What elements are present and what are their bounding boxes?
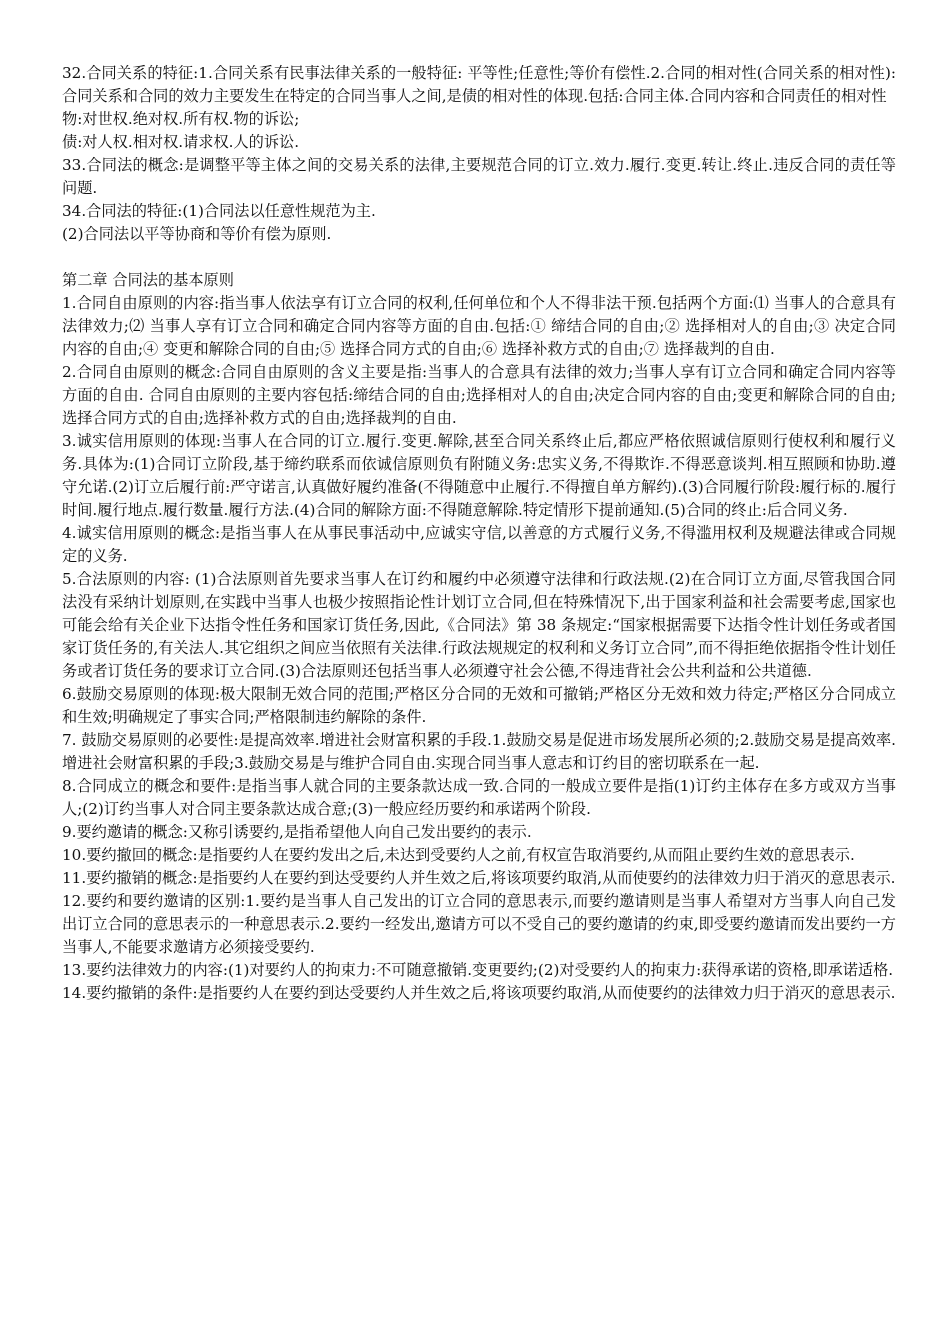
paragraph-12: 12.要约和要约邀请的区别:1.要约是当事人自己发出的订立合同的意思表示,而要约邀请则是当事人希望对方当事人向自己发出订立合同的意思表示的一种意思表示.2.要约一经发出,邀请方可以不受自己的要约邀请的约束,即受要约邀请而发出要约一方当事人,不能要求邀请方必须接受要约.: [62, 892, 896, 956]
paragraph-34-2: (2)合同法以平等协商和等价有偿为原则.: [62, 225, 332, 243]
paragraph-9: 9.要约邀请的概念:又称引诱要约,是指希望他人向自己发出要约的表示.: [62, 823, 532, 841]
paragraph-1: 1.合同自由原则的内容:指当事人依法享有订立合同的权利,任何单位和个人不得非法干预.包括两个方面:⑴ 当事人的合意具有法律效力;⑵ 当事人享有订立合同和确定合同内容等方面的自由.包括:① 缔结合同的自由;② 选择相对人的自由;③ 决定合同内容的自由;④ 变更和解除合同的自由;⑤ 选择合同方式的自由;⑥ 选择补救方式的自由;⑦ 选择裁判的自由.: [62, 294, 896, 358]
paragraph-obligation-rights: 债:对人权.相对权.请求权.人的诉讼.: [62, 133, 300, 151]
paragraph-14: 14.要约撤销的条件:是指要约人在要约到达受要约人并生效之后,将该项要约取消,从而使要约的法律效力归于消灭的意思表示.: [62, 984, 896, 1002]
paragraph-6: 6.鼓励交易原则的体现:极大限制无效合同的范围;严格区分合同的无效和可撤销;严格区分无效和效力待定;严格区分合同成立和生效;明确规定了事实合同;严格限制违约解除的条件.: [62, 685, 896, 726]
paragraph-7: 7. 鼓励交易原则的必要性:是提高效率.增进社会财富积累的手段.1.鼓励交易是促进市场发展所必须的;2.鼓励交易是提高效率.增进社会财富积累的手段;3.鼓励交易是与维护合同自由.实现合同当事人意志和订约目的密切联系在一起.: [62, 731, 896, 772]
paragraph-10: 10.要约撤回的概念:是指要约人在要约发出之后,未达到受要约人之前,有权宣告取消要约,从而阻止要约生效的意思表示.: [62, 846, 855, 864]
paragraph-8: 8.合同成立的概念和要件:是指当事人就合同的主要条款达成一致.合同的一般成立要件是指(1)订约主体存在多方或双方当事人;(2)订约当事人对合同主要条款达成合意;(3)一般应经历要约和承诺两个阶段.: [62, 777, 896, 818]
paragraph-13: 13.要约法律效力的内容:(1)对要约人的拘束力:不可随意撤销.变更要约;(2)对受要约人的拘束力:获得承诺的资格,即承诺适格.: [62, 961, 894, 979]
paragraph-3: 3.诚实信用原则的体现:当事人在合同的订立.履行.变更.解除,甚至合同关系终止后,都应严格依照诚信原则行使权利和履行义务.具体为:(1)合同订立阶段,基于缔约联系而依诚信原则负有附随义务:忠实义务,不得欺诈.不得恶意谈判.相互照顾和协助.遵守允诺.(2)订立后履行前:严守诺言,认真做好履约准备(不得随意中止履行.不得擅自单方解约).(3)合同履行阶段:履行标的.履行时间.履行地点.履行数量.履行方法.(4)合同的解除方面:不得随意解除.特定情形下提前通知.(5)合同的终止:后合同义务.: [62, 432, 896, 519]
blank-line: [62, 246, 896, 269]
paragraph-2: 2.合同自由原则的概念:合同自由原则的含义主要是指:当事人的合意具有法律的效力;当事人享有订立合同和确定合同内容等方面的自由. 合同自由原则的主要内容包括:缔结合同的自由;选择相对人的自由;决定合同内容的自由;变更和解除合同的自由;选择合同方式的自由;选择补救方式的自由;选择裁判的自由.: [62, 363, 896, 427]
paragraph-32: 32.合同关系的特征:1.合同关系有民事法律关系的一般特征: 平等性;任意性;等价有偿性.2.合同的相对性(合同关系的相对性):合同关系和合同的效力主要发生在特定的合同当事人之间,是债的相对性的体现.包括:合同主体.合同内容和合同责任的相对性: [62, 64, 896, 105]
paragraph-34: 34.合同法的特征:(1)合同法以任意性规范为主.: [62, 202, 376, 220]
paragraph-4: 4.诚实信用原则的概念:是指当事人在从事民事活动中,应诚实守信,以善意的方式履行义务,不得滥用权利及规避法律或合同规定的义务.: [62, 524, 896, 565]
paragraph-property-rights: 物:对世权.绝对权.所有权.物的诉讼;: [62, 110, 300, 128]
paragraph-33: 33.合同法的概念:是调整平等主体之间的交易关系的法律,主要规范合同的订立.效力.履行.变更.转让.终止.违反合同的责任等问题.: [62, 156, 896, 197]
paragraph-11: 11.要约撤销的概念:是指要约人在要约到达受要约人并生效之后,将该项要约取消,从而使要约的法律效力归于消灭的意思表示.: [62, 869, 896, 887]
paragraph-5: 5.合法原则的内容: (1)合法原则首先要求当事人在订约和履约中必须遵守法律和行政法规.(2)在合同订立方面,尽管我国合同法没有采纳计划原则,在实践中当事人也极少按照指论性计划订立合同,但在特殊情况下,出于国家利益和社会需要考虑,国家也可能会给有关企业下达指令性任务和国家订货任务,因此,《合同法》第 38 条规定:“国家根据需要下达指令性计划任务或者国家订货任务的,有关法人.其它组织之间应当依照有关法律.行政法规规定的权利和义务订立合同”,而不得拒绝依据指令性计划任务或者订货任务的要求订立合同.(3)合法原则还包括当事人必须遵守社会公德,不得违背社会公共利益和公共道德.: [62, 570, 896, 680]
chapter-title: 第二章 合同法的基本原则: [62, 271, 234, 289]
